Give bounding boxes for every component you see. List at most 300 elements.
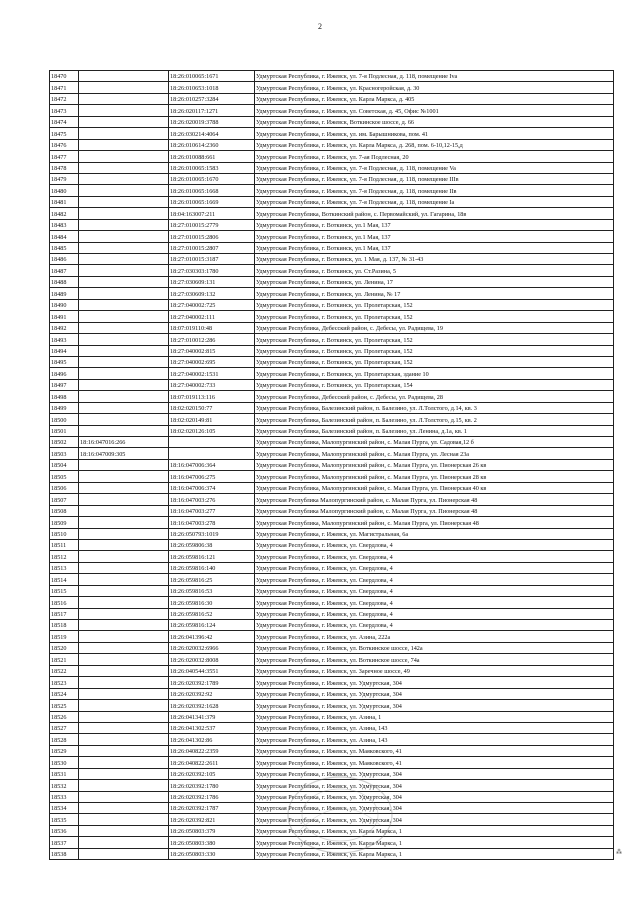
old-cadastral-number-cell xyxy=(79,265,169,276)
cadastral-number-cell: 18:26:030214:4064 xyxy=(169,128,255,139)
old-cadastral-number-cell xyxy=(79,574,169,585)
address-cell: Удмуртская Республика, г. Ижевск, ул. 7-ая Подлесная, 20 xyxy=(255,151,614,162)
cadastral-number-cell: 18:26:020032:8008 xyxy=(169,654,255,665)
address-cell: Удмуртская Республика, г. Ижевск, ул. Маяковского, 41 xyxy=(255,745,614,756)
row-number-cell: 18511 xyxy=(50,539,79,550)
table-row xyxy=(50,620,614,631)
table-row xyxy=(50,471,614,482)
address-cell: Удмуртская Республика Малопургинский район, с. Малая Пурга, ул. Пионерская 48 xyxy=(255,505,614,516)
old-cadastral-number-cell xyxy=(79,517,169,528)
address-cell: Удмуртская Республика, г. Ижевск, ул. 7-я Подлесная, д. 118, помещение IIIв xyxy=(255,173,614,184)
cadastral-number-cell: 18:27:040002:695 xyxy=(169,356,255,367)
cadastral-number-cell: 18:26:059816:52 xyxy=(169,608,255,619)
cadastral-number-cell: 18:27:010012:286 xyxy=(169,334,255,345)
table-row xyxy=(50,345,614,356)
row-number-cell: 18504 xyxy=(50,459,79,470)
table-row xyxy=(50,368,614,379)
address-cell: Удмуртская Республика, г. Ижевск, ул. Свердлова, 4 xyxy=(255,620,614,631)
row-number-cell: 18508 xyxy=(50,505,79,516)
old-cadastral-number-cell xyxy=(79,71,169,82)
address-cell: Удмуртская Республика, г. Ижевск, ул. Свердлова, 4 xyxy=(255,562,614,573)
table-row xyxy=(50,517,614,528)
old-cadastral-number-cell xyxy=(79,459,169,470)
table-row xyxy=(50,414,614,425)
table-row xyxy=(50,173,614,184)
table-row xyxy=(50,162,614,173)
cadastral-number-cell xyxy=(169,437,255,448)
table-row xyxy=(50,528,614,539)
row-number-cell: 18524 xyxy=(50,688,79,699)
cadastral-number-cell: 18:27:010015:2807 xyxy=(169,242,255,253)
old-cadastral-number-cell xyxy=(79,391,169,402)
table-row xyxy=(50,82,614,93)
cadastral-number-cell: 18:16:047006:275 xyxy=(169,471,255,482)
old-cadastral-number-cell xyxy=(79,128,169,139)
old-cadastral-number-cell xyxy=(79,711,169,722)
address-cell: Удмуртская Республика, г. Воткинск, ул.1 Мая, 137 xyxy=(255,231,614,242)
cadastral-number-cell: 18:26:059816:53 xyxy=(169,585,255,596)
address-cell: Удмуртская Республика, г. Ижевск, ул. Свердлова, 4 xyxy=(255,574,614,585)
row-number-cell: 18495 xyxy=(50,356,79,367)
table-row xyxy=(50,665,614,676)
row-number-cell: 18470 xyxy=(50,71,79,82)
row-number-cell: 18522 xyxy=(50,665,79,676)
address-cell: Удмуртская Республика, г. Ижевск, ул. Свердлова, 4 xyxy=(255,539,614,550)
table-row xyxy=(50,505,614,516)
old-cadastral-number-cell xyxy=(79,105,169,116)
table-row xyxy=(50,276,614,287)
cadastral-number-cell: 18:26:020392:1628 xyxy=(169,700,255,711)
old-cadastral-number-cell xyxy=(79,825,169,836)
old-cadastral-number-cell xyxy=(79,768,169,779)
cadastral-number-cell: 18:26:010614:2360 xyxy=(169,139,255,150)
old-cadastral-number-cell xyxy=(79,620,169,631)
old-cadastral-number-cell xyxy=(79,562,169,573)
table-row xyxy=(50,562,614,573)
row-number-cell: 18498 xyxy=(50,391,79,402)
address-cell: Удмуртская Республика, г. Воткинск, ул. Пролетарская, 152 xyxy=(255,311,614,322)
old-cadastral-number-cell: 18:16:047016:266 xyxy=(79,437,169,448)
old-cadastral-number-cell xyxy=(79,803,169,814)
address-cell: Удмуртская Республика, г. Ижевск, ул. Карла Маркса, д. 405 xyxy=(255,93,614,104)
old-cadastral-number-cell xyxy=(79,334,169,345)
table-row xyxy=(50,219,614,230)
table-row xyxy=(50,448,614,459)
row-number-cell: 18520 xyxy=(50,642,79,653)
old-cadastral-number-cell xyxy=(79,837,169,848)
table-row xyxy=(50,551,614,562)
address-cell: Удмуртская Республика, г. Ижевск, ул. Свердлова, 4 xyxy=(255,608,614,619)
table-row xyxy=(50,71,614,82)
table-row xyxy=(50,677,614,688)
cadastral-number-cell: 18:26:020392:92 xyxy=(169,688,255,699)
row-number-cell: 18532 xyxy=(50,780,79,791)
old-cadastral-number-cell xyxy=(79,311,169,322)
table-row xyxy=(50,574,614,585)
old-cadastral-number-cell xyxy=(79,482,169,493)
row-number-cell: 18538 xyxy=(50,848,79,859)
cadastral-number-cell: 18:26:020392:1780 xyxy=(169,780,255,791)
table-row xyxy=(50,711,614,722)
address-cell: Удмуртская Республика, Воткинский район, с. Первомайский, ул. Гагарина, 18в xyxy=(255,208,614,219)
row-number-cell: 18507 xyxy=(50,494,79,505)
address-cell: Удмуртская Республика, г. Ижевск, ул. Азина, 1 xyxy=(255,711,614,722)
address-cell: Удмуртская Республика, г. Ижевск, ул. Азина, 143 xyxy=(255,722,614,733)
address-cell: Удмуртская Республика, г. Воткинск, ул.1 Мая, 137 xyxy=(255,242,614,253)
row-number-cell: 18501 xyxy=(50,425,79,436)
address-cell: Удмуртская Республика, г. Ижевск, ул. Карла Маркса, 1 xyxy=(255,825,614,836)
cadastral-number-cell: 18:26:010065:1671 xyxy=(169,71,255,82)
cadastral-number-cell: 18:27:010015:2779 xyxy=(169,219,255,230)
address-cell: Удмуртская Республика, г. Ижевск, ул. Удмуртская, 304 xyxy=(255,688,614,699)
address-cell: Удмуртская Республика, г. Воткинск, ул. Пролетарская, 152 xyxy=(255,356,614,367)
cadastral-number-cell: 18:26:010065:1668 xyxy=(169,185,255,196)
row-number-cell: 18512 xyxy=(50,551,79,562)
address-cell: Удмуртская Республика, г. Ижевск, ул. Удмуртская, 304 xyxy=(255,700,614,711)
address-cell: Удмуртская Республика, г. Воткинск, ул. Пролетарская, 152 xyxy=(255,299,614,310)
old-cadastral-number-cell xyxy=(79,139,169,150)
cadastral-number-cell: 18:26:040822:2359 xyxy=(169,745,255,756)
old-cadastral-number-cell xyxy=(79,162,169,173)
old-cadastral-number-cell xyxy=(79,414,169,425)
old-cadastral-number-cell xyxy=(79,745,169,756)
address-cell: Удмуртская Республика, г. Ижевск, ул. Свердлова, 4 xyxy=(255,551,614,562)
old-cadastral-number-cell xyxy=(79,791,169,802)
row-number-cell: 18493 xyxy=(50,334,79,345)
old-cadastral-number-cell xyxy=(79,608,169,619)
cadastral-number-cell: 18:26:010088:661 xyxy=(169,151,255,162)
cadastral-number-cell: 18:26:050803:379 xyxy=(169,825,255,836)
old-cadastral-number-cell xyxy=(79,814,169,825)
old-cadastral-number-cell xyxy=(79,82,169,93)
old-cadastral-number-cell xyxy=(79,551,169,562)
cadastral-number-cell: 18:26:059816:124 xyxy=(169,620,255,631)
row-number-cell: 18509 xyxy=(50,517,79,528)
row-number-cell: 18488 xyxy=(50,276,79,287)
cadastral-number-cell: 18:26:010065:1583 xyxy=(169,162,255,173)
row-number-cell: 18490 xyxy=(50,299,79,310)
page-number: 2 xyxy=(318,22,322,31)
address-cell: Удмуртская Республика, г. Ижевск, ул. 7-я Подлесная, д. 118, помещение IIв xyxy=(255,185,614,196)
cadastral-number-cell: 18:07:019110:48 xyxy=(169,322,255,333)
address-cell: Удмуртская Республика, Дебесский район, с. Дебесы, ул. Радищева, 28 xyxy=(255,391,614,402)
table-row xyxy=(50,585,614,596)
row-number-cell: 18487 xyxy=(50,265,79,276)
cadastral-number-cell: 18:26:041341:379 xyxy=(169,711,255,722)
address-cell: Удмуртская Республика, Балезинский район, п. Балезино, ул. Ленина, д.1а, кв. 1 xyxy=(255,425,614,436)
row-number-cell: 18473 xyxy=(50,105,79,116)
table-row xyxy=(50,597,614,608)
address-cell: Удмуртская Республика, г. Ижевск, ул. Заречное шоссе, 49 xyxy=(255,665,614,676)
cadastral-number-cell: 18:26:050793:1019 xyxy=(169,528,255,539)
old-cadastral-number-cell xyxy=(79,173,169,184)
cadastral-number-cell: 18:16:047006:374 xyxy=(169,482,255,493)
old-cadastral-number-cell xyxy=(79,402,169,413)
row-number-cell: 18475 xyxy=(50,128,79,139)
official-seal-stamp xyxy=(280,770,400,860)
table-row xyxy=(50,642,614,653)
old-cadastral-number-cell xyxy=(79,505,169,516)
address-cell: Удмуртская Республика, Балезинский район, п. Балезино, ул. Л.Толстого, д.15, кв. 2 xyxy=(255,414,614,425)
cadastral-number-cell: 18:26:059806:38 xyxy=(169,539,255,550)
row-number-cell: 18478 xyxy=(50,162,79,173)
row-number-cell: 18483 xyxy=(50,219,79,230)
row-number-cell: 18528 xyxy=(50,734,79,745)
old-cadastral-number-cell xyxy=(79,722,169,733)
row-number-cell: 18492 xyxy=(50,322,79,333)
table-row xyxy=(50,299,614,310)
cadastral-number-cell: 18:02:020149:81 xyxy=(169,414,255,425)
table-row xyxy=(50,356,614,367)
row-number-cell: 18477 xyxy=(50,151,79,162)
cadastral-number-cell: 18:26:020032:6966 xyxy=(169,642,255,653)
address-cell: Удмуртская Республика, г. Ижевск, ул. Карла Маркса, 1 xyxy=(255,837,614,848)
old-cadastral-number-cell xyxy=(79,677,169,688)
row-number-cell: 18533 xyxy=(50,791,79,802)
row-number-cell: 18530 xyxy=(50,757,79,768)
cadastral-number-cell: 18:26:059816:30 xyxy=(169,597,255,608)
address-cell: Удмуртская Республика, г. Ижевск, ул. Удмуртская, 304 xyxy=(255,768,614,779)
cadastral-number-cell: 18:27:040002:725 xyxy=(169,299,255,310)
table-row xyxy=(50,654,614,665)
row-number-cell: 18506 xyxy=(50,482,79,493)
row-number-cell: 18537 xyxy=(50,837,79,848)
cadastral-number-cell: 18:27:030609:131 xyxy=(169,276,255,287)
row-number-cell: 18489 xyxy=(50,288,79,299)
old-cadastral-number-cell xyxy=(79,288,169,299)
address-cell: Удмуртская Республика, г. Воткинск, ул. Пролетарская, 152 xyxy=(255,334,614,345)
row-number-cell: 18526 xyxy=(50,711,79,722)
cadastral-number-cell: 18:26:059816:25 xyxy=(169,574,255,585)
cadastral-number-cell: 18:27:040002:111 xyxy=(169,311,255,322)
cadastral-number-cell: 18:26:010065:1670 xyxy=(169,173,255,184)
address-cell: Удмуртская Республика, г. Ижевск, ул. Карла Маркса, д. 268, пом. 6-10,12-15,д xyxy=(255,139,614,150)
table-row xyxy=(50,196,614,207)
cadastral-number-cell: 18:26:020392:1786 xyxy=(169,791,255,802)
address-cell: Удмуртская Республика, г. Воткинск, ул. Пролетарская, здание 10 xyxy=(255,368,614,379)
row-number-cell: 18497 xyxy=(50,379,79,390)
address-cell: Удмуртская Республика, г. Воткинск, ул. Ст.Разина, 5 xyxy=(255,265,614,276)
address-cell: Удмуртская Республика, Дебесский район, с. Дебесы, ул. Радищева, 19 xyxy=(255,322,614,333)
table-row xyxy=(50,128,614,139)
address-cell: Удмуртская Республика, г. Воткинск, ул. Ленина, № 17 xyxy=(255,288,614,299)
row-number-cell: 18531 xyxy=(50,768,79,779)
row-number-cell: 18516 xyxy=(50,597,79,608)
old-cadastral-number-cell xyxy=(79,494,169,505)
row-number-cell: 18518 xyxy=(50,620,79,631)
address-cell: Удмуртская Республика, Малопургинский район, с. Малая Пурга, ул. Пионерская 28 кв xyxy=(255,471,614,482)
cadastral-number-cell: 18:16:047003:276 xyxy=(169,494,255,505)
row-number-cell: 18476 xyxy=(50,139,79,150)
address-cell: Удмуртская Республика, г. Ижевск, ул. Магистральная, 6а xyxy=(255,528,614,539)
address-cell: Удмуртская Республика, г. Ижевск, ул. им. Барышникова, пом. 41 xyxy=(255,128,614,139)
table-row xyxy=(50,254,614,265)
cadastral-number-cell: 18:02:020150:77 xyxy=(169,402,255,413)
row-number-cell: 18527 xyxy=(50,722,79,733)
old-cadastral-number-cell xyxy=(79,631,169,642)
old-cadastral-number-cell xyxy=(79,379,169,390)
address-cell: Удмуртская Республика, г. Ижевск, ул. 7-я Подлесная, д. 118, помещение Iva xyxy=(255,71,614,82)
old-cadastral-number-cell xyxy=(79,345,169,356)
old-cadastral-number-cell xyxy=(79,597,169,608)
old-cadastral-number-cell xyxy=(79,780,169,791)
table-row xyxy=(50,322,614,333)
old-cadastral-number-cell xyxy=(79,322,169,333)
address-cell: Удмуртская Республика, г. Ижевск, ул. Маяковского, 41 xyxy=(255,757,614,768)
table-row xyxy=(50,93,614,104)
row-number-cell: 18484 xyxy=(50,231,79,242)
cadastral-number-cell: 18:16:047003:278 xyxy=(169,517,255,528)
address-cell: Удмуртская Республика, г. Ижевск, ул. Карла Маркса, 1 xyxy=(255,848,614,859)
row-number-cell: 18514 xyxy=(50,574,79,585)
address-cell: Удмуртская Республика, г. Ижевск, ул. Удмуртская, 304 xyxy=(255,803,614,814)
cadastral-number-cell: 18:26:010065:1669 xyxy=(169,196,255,207)
row-number-cell: 18485 xyxy=(50,242,79,253)
row-number-cell: 18486 xyxy=(50,254,79,265)
address-cell: Удмуртская Республика, г. Ижевск, ул. Удмуртская, 304 xyxy=(255,677,614,688)
cadastral-number-cell: 18:27:030303:1780 xyxy=(169,265,255,276)
row-number-cell: 18502 xyxy=(50,437,79,448)
address-cell: Удмуртская Республика, Балезинский район, п. Балезино, ул. Л.Толстого, д.14, кв. 3 xyxy=(255,402,614,413)
address-cell: Удмуртская Республика Малопургинский район, с. Малая Пурга, ул. Пионерская 48 xyxy=(255,494,614,505)
old-cadastral-number-cell xyxy=(79,539,169,550)
old-cadastral-number-cell xyxy=(79,642,169,653)
corner-mark: ⁂ xyxy=(616,850,622,856)
address-cell: Удмуртская Республика, Малопургинский район, с. Малая Пурга, ул. Пионерская 48 xyxy=(255,517,614,528)
table-row xyxy=(50,459,614,470)
cadastral-number-cell: 18:26:020392:1787 xyxy=(169,803,255,814)
cadastral-number-cell: 18:26:010257:3284 xyxy=(169,93,255,104)
old-cadastral-number-cell xyxy=(79,219,169,230)
table-row xyxy=(50,745,614,756)
table-row xyxy=(50,139,614,150)
row-number-cell: 18503 xyxy=(50,448,79,459)
address-cell: Удмуртская Республика, г. Ижевск, ул. Азина, 222а xyxy=(255,631,614,642)
table-row xyxy=(50,116,614,127)
address-cell: Удмуртская Республика, г. Ижевск, ул. Свердлова, 4 xyxy=(255,585,614,596)
address-cell: Удмуртская Республика, г. Ижевск, ул. Воткинское шоссе, 74а xyxy=(255,654,614,665)
row-number-cell: 18535 xyxy=(50,814,79,825)
address-cell: Удмуртская Республика, г. Воткинск, ул. 1 Мая, д. 137, № 31-43 xyxy=(255,254,614,265)
old-cadastral-number-cell xyxy=(79,208,169,219)
address-cell: Удмуртская Республика, г. Ижевск, ул. 7-я Подлесная, д. 118, помещение Iа xyxy=(255,196,614,207)
old-cadastral-number-cell xyxy=(79,757,169,768)
old-cadastral-number-cell xyxy=(79,185,169,196)
table-row xyxy=(50,757,614,768)
cadastral-number-cell: 18:26:040544:3551 xyxy=(169,665,255,676)
old-cadastral-number-cell xyxy=(79,116,169,127)
cadastral-number-cell: 18:27:040002:733 xyxy=(169,379,255,390)
cadastral-number-cell: 18:07:019113:116 xyxy=(169,391,255,402)
cadastral-number-cell: 18:26:041396:42 xyxy=(169,631,255,642)
address-cell: Удмуртская Республика, г. Ижевск, Воткинское шоссе, д. 66 xyxy=(255,116,614,127)
table-row xyxy=(50,208,614,219)
old-cadastral-number-cell xyxy=(79,93,169,104)
row-number-cell: 18505 xyxy=(50,471,79,482)
row-number-cell: 18534 xyxy=(50,803,79,814)
address-cell: Удмуртская Республика, Малопургинский район, с. Малая Пурга, ул. Пионерская 40 кв xyxy=(255,482,614,493)
table-row xyxy=(50,631,614,642)
address-cell: Удмуртская Республика, Малопургинский район, с. Малая Пурга, ул. Садовая,12 б xyxy=(255,437,614,448)
table-row xyxy=(50,391,614,402)
row-number-cell: 18491 xyxy=(50,311,79,322)
old-cadastral-number-cell xyxy=(79,299,169,310)
old-cadastral-number-cell xyxy=(79,425,169,436)
address-cell: Удмуртская Республика, г. Ижевск, ул. Советская, д. 45, Офис №1001 xyxy=(255,105,614,116)
row-number-cell: 18481 xyxy=(50,196,79,207)
table-row xyxy=(50,437,614,448)
row-number-cell: 18500 xyxy=(50,414,79,425)
old-cadastral-number-cell xyxy=(79,688,169,699)
address-cell: Удмуртская Республика, г. Воткинск, ул. Ленина, 17 xyxy=(255,276,614,287)
cadastral-number-cell: 18:26:041302:86 xyxy=(169,734,255,745)
old-cadastral-number-cell xyxy=(79,528,169,539)
address-cell: Удмуртская Республика, г. Ижевск, ул. Свердлова, 4 xyxy=(255,597,614,608)
row-number-cell: 18499 xyxy=(50,402,79,413)
table-row xyxy=(50,425,614,436)
row-number-cell: 18479 xyxy=(50,173,79,184)
table-row xyxy=(50,379,614,390)
old-cadastral-number-cell xyxy=(79,231,169,242)
row-number-cell: 18474 xyxy=(50,116,79,127)
cadastral-number-cell: 18:26:020392:1789 xyxy=(169,677,255,688)
row-number-cell: 18472 xyxy=(50,93,79,104)
row-number-cell: 18510 xyxy=(50,528,79,539)
table-row xyxy=(50,311,614,322)
table-row xyxy=(50,288,614,299)
cadastral-number-cell: 18:26:020392:105 xyxy=(169,768,255,779)
cadastral-number-cell: 18:27:040002:815 xyxy=(169,345,255,356)
cadastral-number-cell: 18:04:163007:211 xyxy=(169,208,255,219)
old-cadastral-number-cell xyxy=(79,654,169,665)
registry-table xyxy=(49,70,614,860)
row-number-cell: 18536 xyxy=(50,825,79,836)
table-row xyxy=(50,494,614,505)
cadastral-number-cell: 18:26:041302:537 xyxy=(169,722,255,733)
address-cell: Удмуртская Республика, г. Ижевск, ул. Воткинское шоссе, 142а xyxy=(255,642,614,653)
address-cell: Удмуртская Республика, г. Воткинск, ул.1 Мая, 137 xyxy=(255,219,614,230)
cadastral-number-cell: 18:16:047006:364 xyxy=(169,459,255,470)
cadastral-number-cell: 18:26:020117:1271 xyxy=(169,105,255,116)
address-cell: Удмуртская Республика, Малопургинский район, с. Малая Пурга, ул. Пионерская 26 кв xyxy=(255,459,614,470)
cadastral-number-cell: 18:26:040822:2611 xyxy=(169,757,255,768)
address-cell: Удмуртская Республика, Малопургинский район, с. Малая Пурга, ул. Лесная 23а xyxy=(255,448,614,459)
table-row xyxy=(50,334,614,345)
address-cell: Удмуртская Республика, г. Ижевск, ул. Красногеройская, д. 30 xyxy=(255,82,614,93)
row-number-cell: 18482 xyxy=(50,208,79,219)
row-number-cell: 18525 xyxy=(50,700,79,711)
table-row xyxy=(50,402,614,413)
cadastral-number-cell: 18:26:059816:140 xyxy=(169,562,255,573)
row-number-cell: 18521 xyxy=(50,654,79,665)
table-row xyxy=(50,265,614,276)
old-cadastral-number-cell xyxy=(79,848,169,859)
old-cadastral-number-cell: 18:16:047009:305 xyxy=(79,448,169,459)
old-cadastral-number-cell xyxy=(79,665,169,676)
cadastral-number-cell: 18:26:010653:1018 xyxy=(169,82,255,93)
cadastral-number-cell: 18:26:050803:330 xyxy=(169,848,255,859)
row-number-cell: 18529 xyxy=(50,745,79,756)
row-number-cell: 18471 xyxy=(50,82,79,93)
table-row xyxy=(50,242,614,253)
table-row xyxy=(50,482,614,493)
cadastral-number-cell: 18:27:010015:3187 xyxy=(169,254,255,265)
address-cell: Удмуртская Республика, г. Воткинск, ул. Пролетарская, 152 xyxy=(255,345,614,356)
old-cadastral-number-cell xyxy=(79,356,169,367)
row-number-cell: 18517 xyxy=(50,608,79,619)
cadastral-number-cell: 18:26:020392:821 xyxy=(169,814,255,825)
table-row xyxy=(50,722,614,733)
